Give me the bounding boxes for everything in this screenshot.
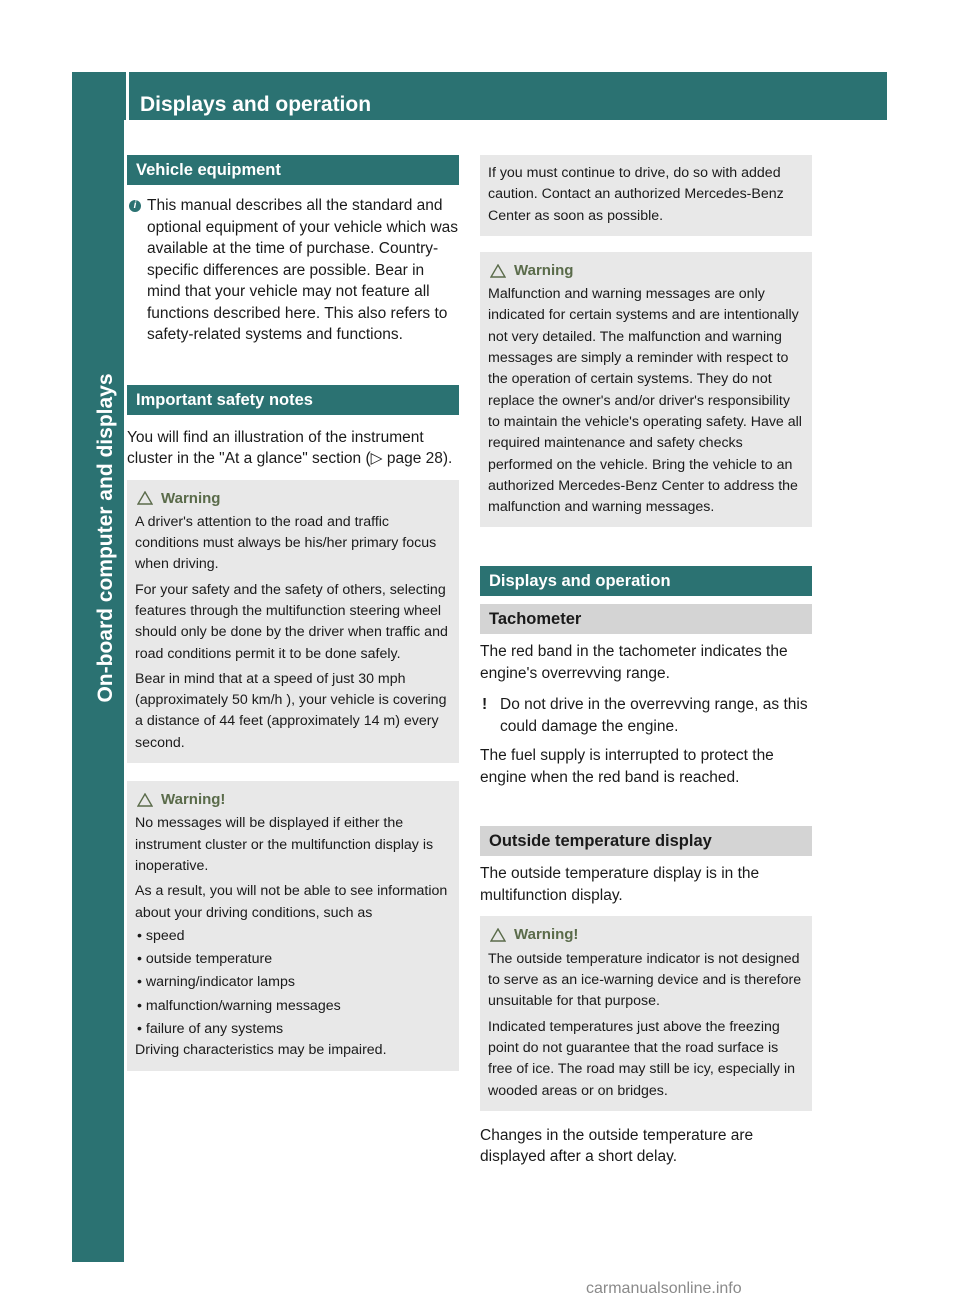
outside-temp-delay-text: Changes in the outside temperature are displayed after a short delay. [480, 1126, 754, 1166]
warning-box [480, 252, 812, 528]
header-divider [126, 72, 129, 120]
warning-paragraph: Driving characteristics may be impaired. [135, 1042, 387, 1059]
caution-text: Do not drive in the overrevving range, as this could damage the engine. [500, 696, 808, 735]
list-item: • malfunction/warning messages [137, 997, 341, 1014]
warning-box [480, 916, 812, 1110]
warning-title: Warning [161, 489, 221, 507]
safety-intro: You will find an illustration of the instrument cluster in the "At a glance" section (▷ page 28). [127, 428, 453, 467]
warning-paragraph: A driver's attention to the road and traffic conditions must always be his/her primary focus when driving. [135, 513, 437, 573]
warning-paragraph: The outside temperature indicator is not designed to serve as an ice-warning device and is therefore unsuitable for that purpose. [488, 950, 802, 1010]
info-text: This manual describes all the standard and optional equipment of your vehicle which was available at the time of purchase. Country-specific differences are possible. Bear in mind that your vehicle may not feature all functions described here. This also refers to safety-related systems and functions. [147, 197, 459, 343]
warning-heading [488, 260, 804, 281]
caution-note [480, 694, 812, 737]
watermark: carmanualsonline.info [586, 1280, 742, 1297]
warning-heading [135, 789, 451, 810]
page-title: Displays and operation [140, 93, 372, 116]
side-tab-label: On-board computer and displays [94, 373, 117, 703]
right-column [480, 155, 812, 1168]
warning-heading [135, 488, 451, 509]
list-item: • warning/indicator lamps [137, 974, 295, 991]
continue-note-box [480, 155, 812, 236]
warning-triangle-icon [490, 928, 506, 942]
warning-paragraph: No messages will be displayed if either the instrument cluster or the multifunction display is inoperative. [135, 815, 434, 874]
outside-temp-text: The outside temperature display is in the multifunction display. [480, 865, 760, 904]
warning-title: Warning [514, 261, 574, 279]
tachometer-fuel-text: The fuel supply is interrupted to protect the engine when the red band is reached. [480, 747, 774, 786]
exclamation-icon: ! [482, 696, 488, 714]
info-icon: i [129, 200, 141, 212]
warning-triangle-icon [137, 491, 153, 505]
section-heading-safety: Important safety notes [127, 385, 459, 415]
warning-paragraph: For your safety and the safety of others, selecting features through the multifunction steering wheel should only be done by the driver when traffic and road conditions permit it to be done safely. [135, 581, 448, 662]
warning-box [127, 781, 459, 1071]
continue-note-text: If you must continue to drive, do so with added caution. Contact an authorized Mercedes-Benz Center as soon as possible. [488, 165, 784, 224]
list-item: • speed [137, 927, 185, 944]
section-heading-vehicle-equipment: Vehicle equipment [127, 155, 459, 185]
subsection-heading-tachometer: Tachometer [480, 604, 812, 634]
warning-paragraph: Bear in mind that at a speed of just 30 mph (approximately 50 km/h ), your vehicle is covering a distance of 44 feet (approximately 14 m) every second. [135, 670, 447, 751]
warning-title: Warning! [161, 791, 226, 809]
list-item: • outside temperature [137, 951, 273, 968]
left-column [127, 155, 459, 1071]
warning-paragraph: Indicated temperatures just above the freezing point do not guarantee that the road surface is free of ice. The road may still be icy, especially in wooded areas or on bridges. [488, 1018, 796, 1099]
warning-paragraph: As a result, you will not be able to see information about your driving conditions, such as [135, 883, 448, 921]
list-item: • failure of any systems [137, 1021, 284, 1038]
warning-box [127, 480, 459, 764]
warning-heading [488, 924, 804, 945]
warning-paragraph: Malfunction and warning messages are only indicated for certain systems and are intentionally not very detailed. The malfunction and warning messages are simply a reminder with respect to the operation of certain systems. They do not replace the owner's and/or driver's responsibility to maintain the vehicle's operating safety. Have all required maintenance and safety checks performed on the vehicle. Bring the vehicle to an authorized Mercedes-Benz Center to address the malfunction and warning messages. [488, 286, 802, 516]
warning-title: Warning! [514, 926, 579, 944]
subsection-heading-outside-temp: Outside temperature display [480, 826, 812, 856]
warning-triangle-icon [137, 793, 153, 807]
info-note [127, 195, 459, 346]
warning-triangle-icon [490, 264, 506, 278]
tachometer-text: The red band in the tachometer indicates the engine's overrevving range. [480, 643, 788, 682]
section-heading-displays: Displays and operation [480, 566, 812, 596]
